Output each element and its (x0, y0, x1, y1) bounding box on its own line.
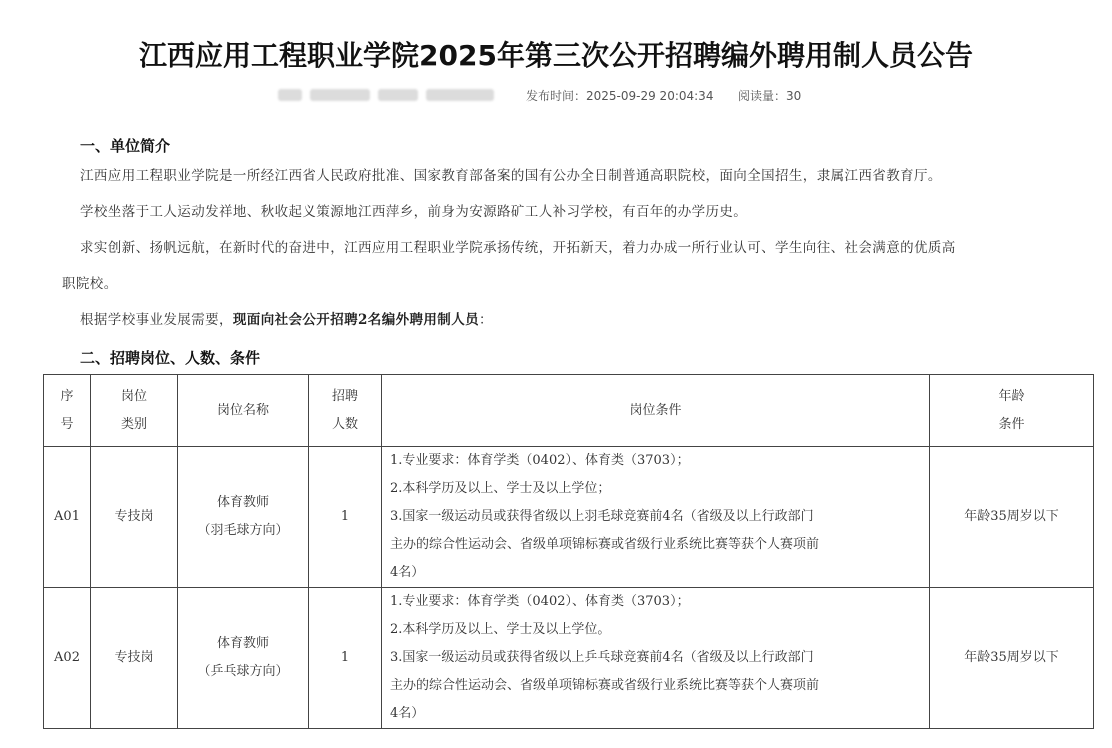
intro-paragraph-4 (80, 302, 1080, 338)
cell-conditions: 1.专业要求：体育学类（0402）、体育类（3703）； 2.本科学历及以上、学士及以上学位。 3.国家一级运动员或获得省级以上乒乓球竞赛前4名（省级及以上行政部门 主办的综合性运动会、省级单项锦标赛或省级行业系统比赛等获个人赛项前 4名） (382, 588, 930, 729)
intro-paragraph-3-line-1: 求实创新、扬帆远航，在新时代的奋进中，江西应用工程职业学院承扬传统，开拓新天，着力办成一所行业认可、学生向往、社会满意的优质高 (80, 240, 956, 256)
header-seq: 序 号 (44, 375, 91, 447)
header-name: 岗位名称 (178, 375, 309, 447)
cell-conditions: 1.专业要求：体育学类（0402）、体育类（3703）； 2.本科学历及以上、学士及以上学位； 3.国家一级运动员或获得省级以上羽毛球竞赛前4名（省级及以上行政部门 主办的综合性运动会、省级单项锦标赛或省级行业系统比赛等获个人赛项前 4名） (382, 447, 930, 588)
cell-type: 专技岗 (91, 447, 178, 588)
table-header-row (44, 375, 1094, 447)
intro-paragraph-2: 学校坐落于工人运动发祥地、秋收起义策源地江西萍乡，前身为安源路矿工人补习学校，有百年的办学历史。 (80, 204, 748, 220)
intro-paragraph-3-line-2: 职院校。 (62, 276, 118, 292)
table-row (44, 447, 1094, 588)
cell-seq: A01 (44, 447, 91, 588)
header-type: 岗位 类别 (91, 375, 178, 447)
recruit-intro-prefix: 根据学校事业发展需要， (80, 312, 233, 328)
recruit-intro-bold: 现面向社会公开招聘2名编外聘用制人员 (232, 312, 479, 328)
section-heading-positions: 二、招聘岗位、人数、条件 (80, 349, 261, 367)
blurred-source (426, 89, 494, 101)
cell-type: 专技岗 (91, 588, 178, 729)
cell-name: 体育教师 （羽毛球方向） (178, 447, 309, 588)
header-age: 年龄 条件 (930, 375, 1094, 447)
publish-time: 发布时间：2025-09-29 20:04:34 (526, 89, 714, 103)
intro-paragraph-3 (62, 230, 1080, 302)
header-conditions: 岗位条件 (382, 375, 930, 447)
cell-name: 体育教师 （乒乓球方向） (178, 588, 309, 729)
cell-seq: A02 (44, 588, 91, 729)
article-title: 江西应用工程职业学院2025年第三次公开招聘编外聘用制人员公告 (139, 39, 973, 72)
header-count: 招聘 人数 (309, 375, 382, 447)
cell-age: 年龄35周岁以下 (930, 447, 1094, 588)
table-row (44, 588, 1094, 729)
read-count: 阅读量：30 (738, 89, 802, 103)
blurred-source (310, 89, 370, 101)
article-meta (0, 86, 1112, 106)
section-heading-intro: 一、单位简介 (80, 137, 171, 155)
intro-paragraph-1: 江西应用工程职业学院是一所经江西省人民政府批准、国家教育部备案的国有公办全日制普通高职院校，面向全国招生，隶属江西省教育厅。 (80, 168, 942, 184)
recruit-intro-suffix: ： (479, 312, 493, 328)
blurred-source (378, 89, 418, 101)
cell-count: 1 (309, 588, 382, 729)
cell-age: 年龄35周岁以下 (930, 588, 1094, 729)
blurred-source (278, 89, 302, 101)
cell-count: 1 (309, 447, 382, 588)
positions-table (43, 374, 1094, 729)
